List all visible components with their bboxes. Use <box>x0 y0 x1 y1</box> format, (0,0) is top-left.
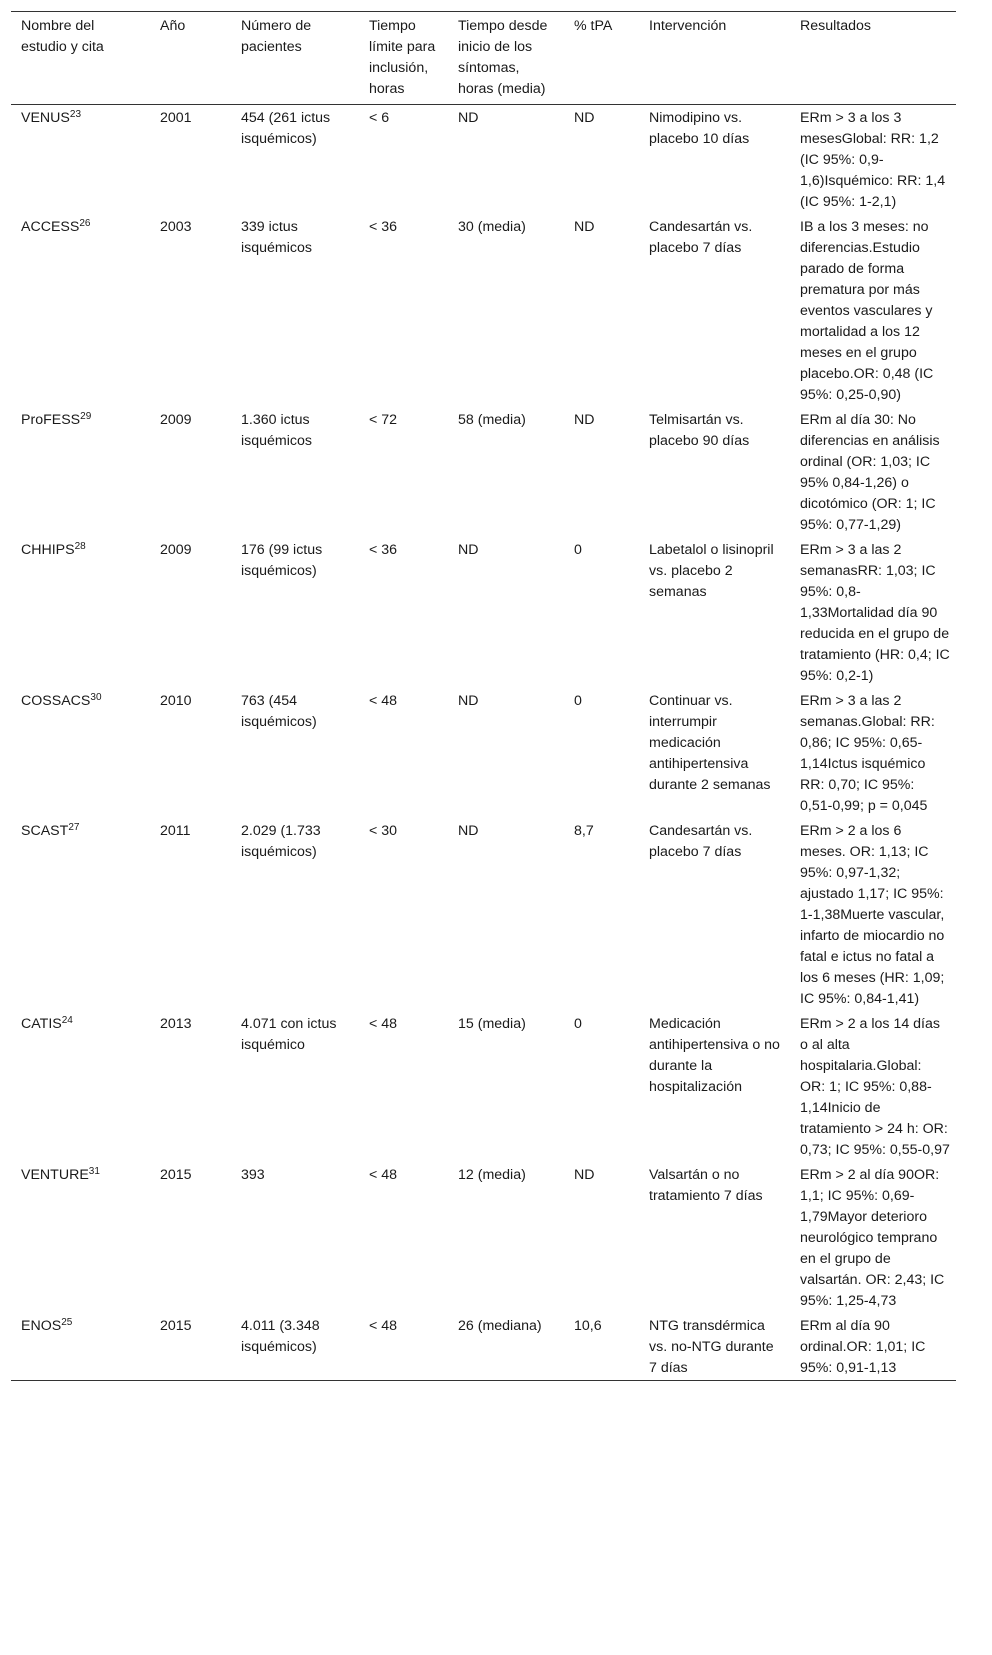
study-reference: 28 <box>74 541 86 552</box>
header-onset-time: Tiempo desde inicio de los síntomas, horas (media) <box>458 18 548 97</box>
cell-onset-time: 12 (media) <box>458 1167 526 1183</box>
cell-year: 2003 <box>160 219 192 235</box>
header-results: Resultados <box>800 18 871 34</box>
table-header <box>11 12 956 105</box>
cell-patients: 763 (454 isquémicos) <box>241 693 317 730</box>
cell-tpa: ND <box>574 219 595 235</box>
cell-results: ERm > 2 al día 90OR: 1,1; IC 95%: 0,69-1,79Mayor deterioro neurológico temprano en el grupo de valsartán. OR: 2,43; IC 95%: 1,25-4,73 <box>800 1167 945 1309</box>
cell-intervention: Nimodipino vs. placebo 10 días <box>649 110 750 147</box>
table-row <box>11 1313 956 1381</box>
header-time-limit: Tiempo límite para inclusión, horas <box>369 18 436 97</box>
header-tpa: % tPA <box>574 18 613 34</box>
cell-tpa: 0 <box>574 542 582 558</box>
cell-study <box>11 214 150 407</box>
cell-patients: 2.029 (1.733 isquémicos) <box>241 823 321 860</box>
cell-time-limit: < 48 <box>369 693 398 709</box>
cell-intervention: Candesartán vs. placebo 7 días <box>649 219 753 256</box>
study-name: ProFESS <box>21 412 81 428</box>
cell-results: ERm al día 90 ordinal.OR: 1,01; IC 95%: 0,91-1,13 <box>800 1318 926 1376</box>
cell-study <box>11 818 150 1011</box>
table-row <box>11 688 956 818</box>
cell-tpa: 0 <box>574 1016 582 1032</box>
header-year: Año <box>160 18 186 34</box>
cell-onset-time: ND <box>458 823 479 839</box>
cell-results: ERm > 2 a los 6 meses. OR: 1,13; IC 95%: 0,97-1,32; ajustado 1,17; IC 95%: 1-1,38Muerte vascular, infarto de miocardio no fatal e ictus no fatal a los 6 meses (HR: 1,09; IC 95%: 0,84-1,41) <box>800 823 945 1007</box>
study-name: VENTURE <box>21 1167 89 1183</box>
cell-onset-time: 30 (media) <box>458 219 526 235</box>
cell-time-limit: < 72 <box>369 412 398 428</box>
cell-time-limit: < 30 <box>369 823 398 839</box>
cell-patients: 4.011 (3.348 isquémicos) <box>241 1318 320 1355</box>
cell-results: ERm al día 30: No diferencias en análisis ordinal (OR: 1,03; IC 95% 0,84-1,26) o dicotómico (OR: 1; IC 95%: 0,77-1,29) <box>800 412 940 533</box>
cell-intervention: NTG transdérmica vs. no-NTG durante 7 días <box>649 1318 774 1376</box>
cell-tpa: 8,7 <box>574 823 594 839</box>
cell-study <box>11 1162 150 1313</box>
cell-patients: 1.360 ictus isquémicos <box>241 412 312 449</box>
cell-year: 2013 <box>160 1016 192 1032</box>
cell-time-limit: < 36 <box>369 219 398 235</box>
table-row <box>11 537 956 688</box>
cell-patients: 339 ictus isquémicos <box>241 219 312 256</box>
cell-study <box>11 407 150 537</box>
study-reference: 23 <box>69 109 82 120</box>
cell-patients: 176 (99 ictus isquémicos) <box>241 542 323 579</box>
studies-table <box>11 11 956 1381</box>
study-reference: 29 <box>80 411 92 422</box>
study-reference: 30 <box>90 692 102 703</box>
cell-study <box>11 688 150 818</box>
study-name: ENOS <box>21 1318 62 1334</box>
table-row <box>11 818 956 1011</box>
cell-time-limit: < 48 <box>369 1318 398 1334</box>
header-row <box>11 12 956 105</box>
cell-tpa: ND <box>574 110 595 126</box>
cell-year: 2011 <box>160 823 191 839</box>
cell-onset-time: 15 (media) <box>458 1016 526 1032</box>
cell-year: 2015 <box>160 1167 192 1183</box>
cell-time-limit: < 6 <box>369 110 390 126</box>
table-row <box>11 105 956 215</box>
study-name: COSSACS <box>21 693 91 709</box>
table-row <box>11 1162 956 1313</box>
study-reference: 25 <box>61 1317 73 1328</box>
cell-intervention: Medicación antihipertensiva o no durante la hospitalización <box>649 1016 780 1095</box>
cell-study <box>11 105 150 215</box>
cell-intervention: Candesartán vs. placebo 7 días <box>649 823 753 860</box>
study-name: VENUS <box>21 110 70 126</box>
study-name: ACCESS <box>21 219 80 235</box>
cell-intervention: Telmisartán vs. placebo 90 días <box>649 412 750 449</box>
cell-study <box>11 1011 150 1162</box>
cell-patients: 4.071 con ictus isquémico <box>241 1016 337 1053</box>
cell-onset-time: ND <box>458 110 479 126</box>
cell-study <box>11 1313 150 1381</box>
cell-patients: 454 (261 ictus isquémicos) <box>241 110 331 147</box>
header-intervention: Intervención <box>649 18 727 34</box>
cell-patients: 393 <box>241 1167 265 1183</box>
cell-study <box>11 537 150 688</box>
cell-onset-time: ND <box>458 542 479 558</box>
cell-results: ERm > 2 a los 14 días o al alta hospitalaria.Global: OR: 1; IC 95%: 0,88-1,14Inicio de tratamiento > 24 h: OR: 0,73; IC 95%: 0,55-0,97 <box>800 1016 950 1158</box>
cell-time-limit: < 36 <box>369 542 398 558</box>
table-container <box>11 11 956 1381</box>
header-study: Nombre del estudio y cita <box>21 18 104 55</box>
table-row <box>11 1011 956 1162</box>
cell-intervention: Valsartán o no tratamiento 7 días <box>649 1167 763 1204</box>
study-reference: 26 <box>79 218 91 229</box>
cell-year: 2001 <box>160 110 192 126</box>
cell-year: 2009 <box>160 412 192 428</box>
cell-year: 2009 <box>160 542 192 558</box>
cell-onset-time: ND <box>458 693 479 709</box>
cell-results: IB a los 3 meses: no diferencias.Estudio parado de forma prematura por más eventos vasculares y mortalidad a los 12 meses en el grupo placebo.OR: 0,48 (IC 95%: 0,25-0,90) <box>800 219 934 403</box>
header-patients: Número de pacientes <box>241 18 312 55</box>
cell-intervention: Labetalol o lisinopril vs. placebo 2 semanas <box>649 542 774 600</box>
study-reference: 24 <box>61 1015 73 1026</box>
cell-year: 2010 <box>160 693 192 709</box>
cell-results: ERm > 3 a las 2 semanas.Global: RR: 0,86; IC 95%: 0,65-1,14Ictus isquémico RR: 0,70; IC 95%: 0,51-0,99; p = 0,045 <box>800 693 935 814</box>
table-row <box>11 214 956 407</box>
study-reference: 27 <box>68 822 80 833</box>
cell-results: ERm > 3 a las 2 semanasRR: 1,03; IC 95%: 0,8-1,33Mortalidad día 90 reducida en el grupo de tratamiento (HR: 0,4; IC 95%: 0,2-1) <box>800 542 950 684</box>
cell-onset-time: 58 (media) <box>458 412 526 428</box>
cell-tpa: 10,6 <box>574 1318 602 1334</box>
cell-results: ERm > 3 a los 3 mesesGlobal: RR: 1,2 (IC 95%: 0,9-1,6)Isquémico: RR: 1,4 (IC 95%: 1-2,1) <box>800 110 946 210</box>
cell-intervention: Continuar vs. interrumpir medicación antihipertensiva durante 2 semanas <box>649 693 771 793</box>
cell-tpa: 0 <box>574 693 582 709</box>
cell-year: 2015 <box>160 1318 192 1334</box>
cell-time-limit: < 48 <box>369 1167 398 1183</box>
cell-tpa: ND <box>574 1167 595 1183</box>
study-name: SCAST <box>21 823 69 839</box>
study-name: CATIS <box>21 1016 62 1032</box>
cell-tpa: ND <box>574 412 595 428</box>
cell-onset-time: 26 (mediana) <box>458 1318 542 1334</box>
table-body <box>11 105 956 1381</box>
study-reference: 31 <box>88 1166 100 1177</box>
table-row <box>11 407 956 537</box>
cell-time-limit: < 48 <box>369 1016 398 1032</box>
study-name: CHHIPS <box>21 542 75 558</box>
